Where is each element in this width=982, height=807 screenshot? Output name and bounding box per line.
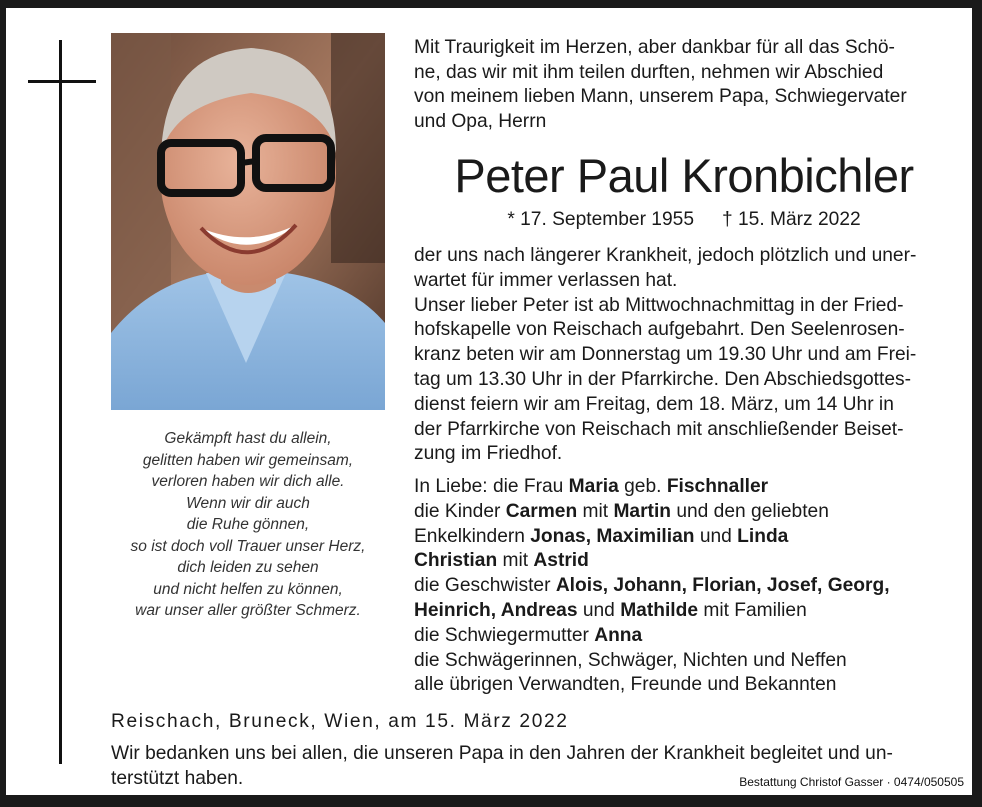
- mourner-name: Linda: [737, 525, 789, 547]
- cross-symbol: [59, 40, 62, 764]
- text: Enkelkindern: [414, 525, 531, 547]
- intro-line: ne, das wir mit ihm teilen durften, nehmen wir Abschied: [414, 61, 884, 83]
- mourners-line: [414, 475, 956, 500]
- mourner-name: Christian: [414, 550, 498, 572]
- mourner-name: Heinrich, Andreas: [414, 599, 578, 621]
- text: und: [577, 599, 621, 621]
- poem-line: war unser aller größter Schmerz.: [135, 602, 361, 619]
- mourners-line: alle übrigen Verwandten, Freunde und Bekannten: [414, 674, 837, 696]
- text: mit: [497, 550, 534, 572]
- mourners-list: [414, 475, 956, 698]
- poem-line: Wenn wir dir auch: [186, 494, 310, 512]
- intro-paragraph: [414, 36, 954, 134]
- life-dates: [414, 207, 954, 233]
- poem-line: und nicht helfen zu können,: [153, 580, 343, 598]
- mourner-name: Fischnaller: [666, 476, 769, 497]
- mourners-line: [414, 525, 956, 550]
- mourner-name: Carmen: [505, 500, 578, 522]
- thanks-line: Wir bedanken uns bei allen, die unseren Papa in den Jahren der Krankheit begleitet und un-: [111, 743, 893, 764]
- undertaker-credit: Bestattung Christof Gasser · 0474/050505: [739, 775, 964, 789]
- body-line: dienst feiern wir am Freitag, dem 18. März, um 14 Uhr in: [414, 393, 894, 415]
- text: und: [694, 525, 738, 547]
- body-line: der Pfarrkirche von Reischach mit anschließender Beiset-: [414, 418, 904, 440]
- body-line: kranz beten wir am Donnerstag um 19.30 Uhr und am Frei-: [414, 344, 917, 366]
- mourners-line: die Schwägerinnen, Schwäger, Nichten und Neffen: [414, 649, 847, 671]
- body-line: der uns nach längerer Krankheit, jedoch plötzlich und uner-: [414, 245, 917, 266]
- thanks-line: terstützt haben.: [111, 767, 244, 789]
- mourners-line: [414, 574, 956, 599]
- text: die Schwiegermutter: [414, 624, 595, 646]
- intro-line: Mit Traurigkeit im Herzen, aber dankbar für all das Schö-: [414, 37, 895, 58]
- birth-date: * 17. September 1955: [507, 209, 694, 230]
- announcement-text: [414, 244, 956, 467]
- text: mit Familien: [698, 599, 807, 621]
- mourner-name: Jonas, Maximilian: [530, 525, 695, 547]
- mourner-name: Astrid: [533, 550, 589, 572]
- mourner-name: Maria: [568, 476, 619, 497]
- text: geb.: [618, 476, 667, 497]
- portrait-photo: [111, 33, 385, 410]
- mourner-name: Alois, Johann, Florian, Josef, Georg,: [555, 575, 890, 597]
- text: und den geliebten: [671, 500, 829, 522]
- poem-line: gelitten haben wir gemeinsam,: [142, 451, 354, 469]
- memorial-poem: [112, 428, 384, 622]
- text: die Kinder: [414, 500, 506, 522]
- poem-line: verloren haben wir dich alle.: [151, 473, 345, 490]
- poem-line: dich leiden zu sehen: [177, 559, 319, 576]
- poem-line: die Ruhe gönnen,: [186, 516, 310, 533]
- mourners-line: [414, 624, 956, 649]
- body-line: Unser lieber Peter ist ab Mittwochnachmittag in der Fried-: [414, 294, 904, 316]
- body-line: zung im Friedhof.: [414, 443, 563, 465]
- text: In Liebe: die Frau: [414, 476, 569, 497]
- text: mit: [577, 500, 614, 522]
- poem-line: Gekämpft hast du allein,: [164, 430, 332, 447]
- poem-line: so ist doch voll Trauer unser Herz,: [130, 537, 366, 555]
- mourner-name: Anna: [594, 624, 643, 646]
- deceased-name: Peter Paul Kronbichler: [454, 149, 914, 202]
- intro-line: von meinem lieben Mann, unserem Papa, Schwiegervater: [414, 86, 907, 107]
- body-line: hofskapelle von Reischach aufgebahrt. Den Seelenrosen-: [414, 319, 905, 341]
- cross-symbol-bar: [28, 80, 96, 83]
- death-date: † 15. März 2022: [722, 209, 861, 230]
- intro-line: und Opa, Herrn: [414, 110, 547, 132]
- text: die Geschwister: [414, 575, 556, 597]
- mourner-name: Mathilde: [620, 599, 699, 621]
- mourners-line: [414, 500, 956, 525]
- body-line: wartet für immer verlassen hat.: [414, 269, 678, 291]
- mourner-name: Martin: [613, 500, 671, 522]
- mourners-line: [414, 549, 956, 574]
- mourners-line: [414, 599, 956, 624]
- body-line: tag um 13.30 Uhr in der Pfarrkirche. Den Abschiedsgottes-: [414, 368, 911, 390]
- place-and-date: Reischach, Bruneck, Wien, am 15. März 2022: [111, 711, 569, 732]
